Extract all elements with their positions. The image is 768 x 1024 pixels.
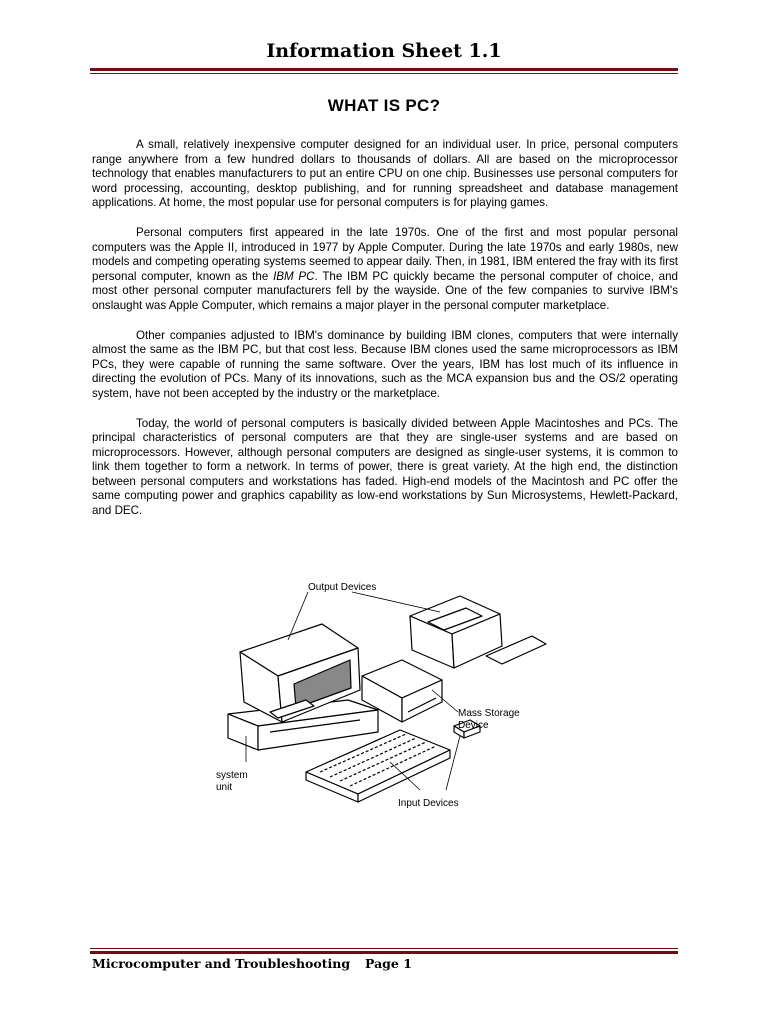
footer-rule-thick: [90, 951, 678, 954]
footer-course-title: Microcomputer and Troubleshooting: [92, 956, 351, 971]
paragraph-1: A small, relatively inexpensive computer designed for an individual user. In price, personal computers range anywhere from a few hundred dollars to thousands of dollars. All are based on the microprocessor technology that enables manufacturers to put an entire CPU on one chip. Businesses use personal computers for word processing, accounting, desktop publishing, and for running spreadsheet and database management applications. At home, the most popular use for personal computers is for playing games.: [92, 138, 678, 210]
label-mass-storage-2: Device: [458, 720, 489, 731]
header-rule-thick: [90, 68, 678, 71]
label-mass-storage-1: Mass Storage: [458, 708, 520, 719]
page-title: WHAT IS PC?: [327, 96, 441, 115]
pc-system-illustration: [210, 572, 560, 812]
paragraph-2: Personal computers first appeared in the late 1970s. One of the first and most popular personal computers was the Apple II, introduced in 1977 by Apple Computer. During the late 1970s and early 1980s, new models and competing operating systems seemed to appear daily. Then, in 1981, IBM entered the fray with its first personal computer, known as the IBM PC. The IBM PC quickly became the personal computer of choice, and most other personal computer manufacturers fell by the wayside. One of the few companies to survive IBM's onslaught was Apple Computer, which remains a major player in the personal computer marketplace.: [92, 225, 679, 312]
header-title: Information Sheet 1.1: [266, 40, 502, 62]
paragraph-4: Today, the world of personal computers is basically divided between Apple Macintoshes and PCs. The principal characteristics of personal computers are that they are single-user systems and are based on microprocessors. However, although personal computers are designed as single-user systems, it is common to link them together to form a network. In terms of power, there is great variety. At the high end, the distinction between personal computers and workstations has faded. High-end models of the Macintosh and PC offer the same computing power and graphics capability as low-end workstations by Sun Microsystems, Hewlett-Packard, and DEC.: [92, 416, 678, 518]
label-input-devices: Input Devices: [398, 798, 459, 809]
footer-page-number: Page 1: [365, 956, 412, 971]
footer-rule-thin: [90, 948, 678, 949]
label-output-devices: Output Devices: [308, 582, 377, 593]
paragraph-3: Other companies adjusted to IBM's dominance by building IBM clones, computers that were internally almost the same as the IBM PC, but that cost less. Because IBM clones used the same microprocessors as IBM PCs, they were capable of running the same software. Over the years, IBM has lost much of its influence in directing the evolution of PCs. Many of its innovations, such as the MCA expansion bus and the OS/2 operating system, have not been accepted by the industry or the marketplace.: [92, 328, 678, 400]
label-system-unit-1: system: [216, 770, 248, 781]
body-text: [92, 138, 678, 534]
printer: [410, 596, 546, 668]
label-system-unit-2: unit: [216, 782, 233, 793]
keyboard: [306, 730, 450, 802]
header-rule-thin: [90, 73, 678, 74]
